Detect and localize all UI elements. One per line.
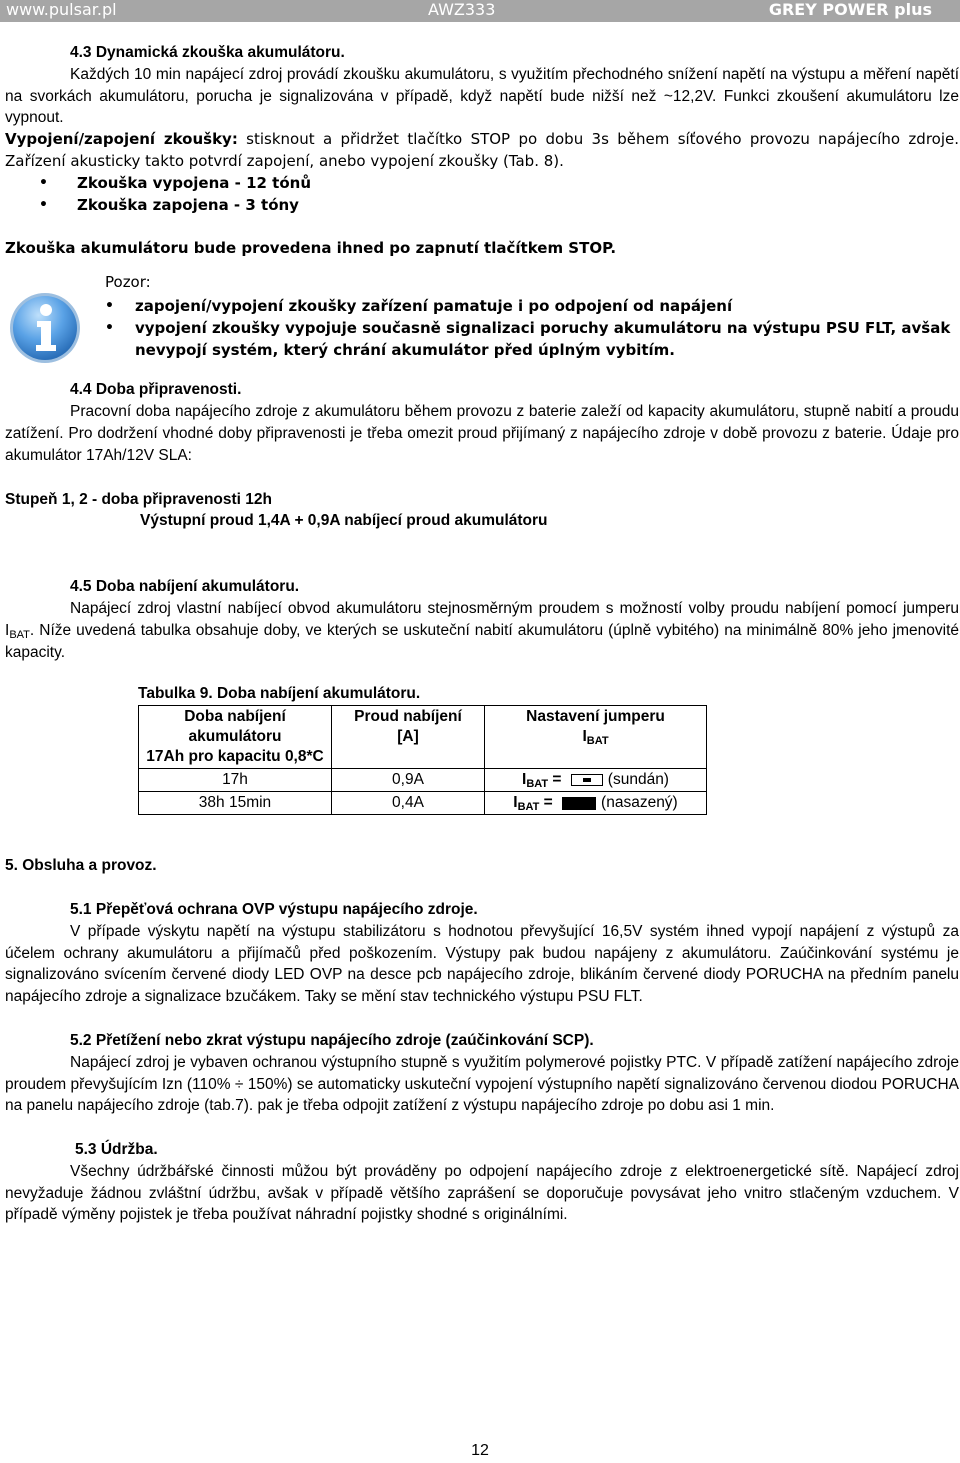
jumper-state: (nasazený) xyxy=(601,794,678,812)
section-heading-5-3: 5.3 Údržba. xyxy=(75,1141,158,1159)
cell-current: 0,4A xyxy=(332,792,485,815)
cell-jumper xyxy=(485,792,707,815)
header-jumper-sub: BAT xyxy=(586,735,609,748)
paragraph-4-4 xyxy=(5,401,959,466)
header-current-line2: [A] xyxy=(397,728,419,746)
section-heading-4-5: 4.5 Doba nabíjení akumulátoru. xyxy=(70,578,300,596)
section-heading-4-4: 4.4 Doba připravenosti. xyxy=(70,381,242,399)
header-product: GREY POWER plus xyxy=(768,0,932,19)
table-row xyxy=(139,769,707,792)
toggle-text: stisknout a přidržet tlačítko STOP po dobu 3s během síťového provozu napájecího zdroje. xyxy=(237,130,959,149)
table-caption: Tabulka 9. Doba nabíjení akumulátoru. xyxy=(138,685,421,703)
jumper-state: (sundán) xyxy=(607,771,669,789)
paragraph-5-2: Napájecí zdroj je vybaven ochranou výstupního stupně s využitím polymerové pojistky PTC. V případě zatížení napájecího zdroje proudem převyšujícím Izn (110% ÷ 150%) se automaticky uskuteční vypojení výstupního napětí signalizováno červenou diodou PORUCHA na panelu napájecího zdroje (tab.7). pak je třeba odpojit zatížení z výstupu napájecího zdroje po dobu asi 1 min. xyxy=(5,1053,959,1115)
toggle-tail: Zařízení akusticky takto potvrdí zapojení, anebo vypojení zkoušky (Tab. 8). xyxy=(5,151,564,170)
header-jumper-i: I xyxy=(582,728,587,746)
header-time xyxy=(139,706,332,769)
tone-list xyxy=(5,173,959,217)
p44-c: Údaje pro akumulátor 17Ah/12V SLA: xyxy=(5,424,960,464)
jumper-sub: BAT xyxy=(526,778,549,791)
p45-a: Napájecí zdroj vlastní nabíjecí obvod akumulátoru stejnosměrným proudem s možností volby proudu nabíjení pomocí jumperu I xyxy=(5,599,959,639)
header-current xyxy=(332,706,485,769)
toggle-label: Vypojení/zapojení zkoušky: xyxy=(5,130,238,149)
table-header-row xyxy=(139,706,707,769)
header-time-line1: Doba nabíjení akumulátoru xyxy=(184,708,286,746)
jumper-i: I xyxy=(513,794,518,812)
jumper-eq: = xyxy=(548,771,566,789)
header-jumper xyxy=(485,706,707,769)
header-website[interactable]: www.pulsar.pl xyxy=(6,0,117,19)
cell-time: 38h 15min xyxy=(139,792,332,815)
notice-box xyxy=(5,272,959,361)
charging-table xyxy=(138,705,707,815)
readiness-line: Stupeň 1, 2 - doba připravenosti 12h xyxy=(5,490,272,508)
page-number: 12 xyxy=(471,1442,489,1459)
paragraph-4-3-intro: Každých 10 min napájecí zdroj provádí zkoušku akumulátoru, s využitím přechodného snížení napětí na výstupu a měření napětí na svorkách akumulátoru, porucha je signalizována v případě, když napětí bude nižší než ~12,2V. Funkci zkoušení akumulátoru lze vypnout. xyxy=(5,65,959,127)
info-icon xyxy=(7,290,83,366)
section-heading-4-3: 4.3 Dynamická zkouška akumulátoru. xyxy=(70,44,345,61)
page-header xyxy=(0,0,960,22)
list-item: • vypojení zkoušky vypojuje současně signalizaci poruchy akumulátoru na výstupu PSU FLT, avšak nevypojí systém, který chrání akumulátor před úplným vybitím. xyxy=(105,318,959,362)
jumper-eq: = xyxy=(539,794,558,812)
jumper-sub: BAT xyxy=(517,801,540,814)
jumper-i: I xyxy=(522,771,527,789)
p45-b: . Níže uvedená tabulka obsahuje doby, ve kterých se uskuteční nabití akumulátoru (úplně vybitého) na minimálně 80% jeho jmenovité kapacity. xyxy=(5,621,959,661)
cell-current: 0,9A xyxy=(332,769,485,792)
paragraph-4-3-toggle xyxy=(5,129,959,173)
notice-list xyxy=(105,296,959,361)
paragraph-5-3: Všechny údržbářské činnosti můžou být prováděny po odpojení napájecího zdroje z elektroenergetické sítě. Napájecí zdroj nevyžaduje žádnou zvláštní údržbu, avšak v případě většího zaprášení se doporučuje povysávat jeho vnitro stlačeným vzduchem. V případě výměny pojistek je třeba používat náhradní pojistky shodné s originálními. xyxy=(5,1162,959,1224)
cell-jumper xyxy=(485,769,707,792)
cell-time: 17h xyxy=(139,769,332,792)
section-heading-5-2: 5.2 Přetížení nebo zkrat výstupu napájecího zdroje (zaúčinkování SCP). xyxy=(70,1031,594,1049)
header-current-line1: Proud nabíjení xyxy=(354,708,462,726)
section-heading-5-1: 5.1 Přepěťová ochrana OVP výstupu napájecího zdroje. xyxy=(70,900,478,918)
paragraph-4-5 xyxy=(5,598,959,663)
jumper-open-icon xyxy=(571,774,603,786)
table-row xyxy=(139,792,707,815)
notice-title: Pozor: xyxy=(105,273,151,292)
list-item: • Zkouška zapojena - 3 tóny xyxy=(5,195,959,217)
header-model: AWZ333 xyxy=(428,0,496,19)
p44-a: Pracovní doba napájecího zdroje z akumulátoru během provozu z baterie zaleží od kapacity akumulátoru, stupně nabití a proudu zatížení. xyxy=(5,403,959,442)
jumper-closed-icon xyxy=(562,797,596,810)
list-item: • Zkouška vypojena - 12 tónů xyxy=(5,173,959,195)
header-jumper-line1: Nastavení jumperu xyxy=(526,708,665,726)
p44-b: Pro dodržení vhodné doby připravenosti je třeba omezit proud přijímaný z napájecího zdroje v době provozu z baterie. xyxy=(63,424,887,442)
header-time-line2: 17Ah pro kapacitu 0,8*C xyxy=(146,748,324,766)
stop-note: Zkouška akumulátoru bude provedena ihned po zapnutí tlačítkem STOP. xyxy=(5,239,617,258)
p45-sub: BAT xyxy=(9,628,30,641)
output-current-line: Výstupní proud 1,4A + 0,9A nabíjecí proud akumulátoru xyxy=(140,512,548,530)
paragraph-5-1: V případe výskytu napětí na výstupu stabilizátoru s hodnotou převyšující 16,5V systém ihned vypojí napájení z výstupů za účelem ochrany akumulátoru a přijímačů před poškozením. Výstupy pak budou napájeny z akumulátoru. Zaúčinkování systému je signalizováno svícením červené diody LED OVP na desce pcb napájecího zdroje, blikáním červené diody PORUCHA na předním panelu napájecího zdroje a signalizace bzučákem. Taky se mění stav technického výstupu PSU FLT. xyxy=(5,922,959,1006)
section-heading-5: 5. Obsluha a provoz. xyxy=(5,857,157,875)
list-item: • zapojení/vypojení zkoušky zařízení pamatuje i po odpojení od napájení xyxy=(105,296,959,318)
document-body xyxy=(5,42,959,1226)
